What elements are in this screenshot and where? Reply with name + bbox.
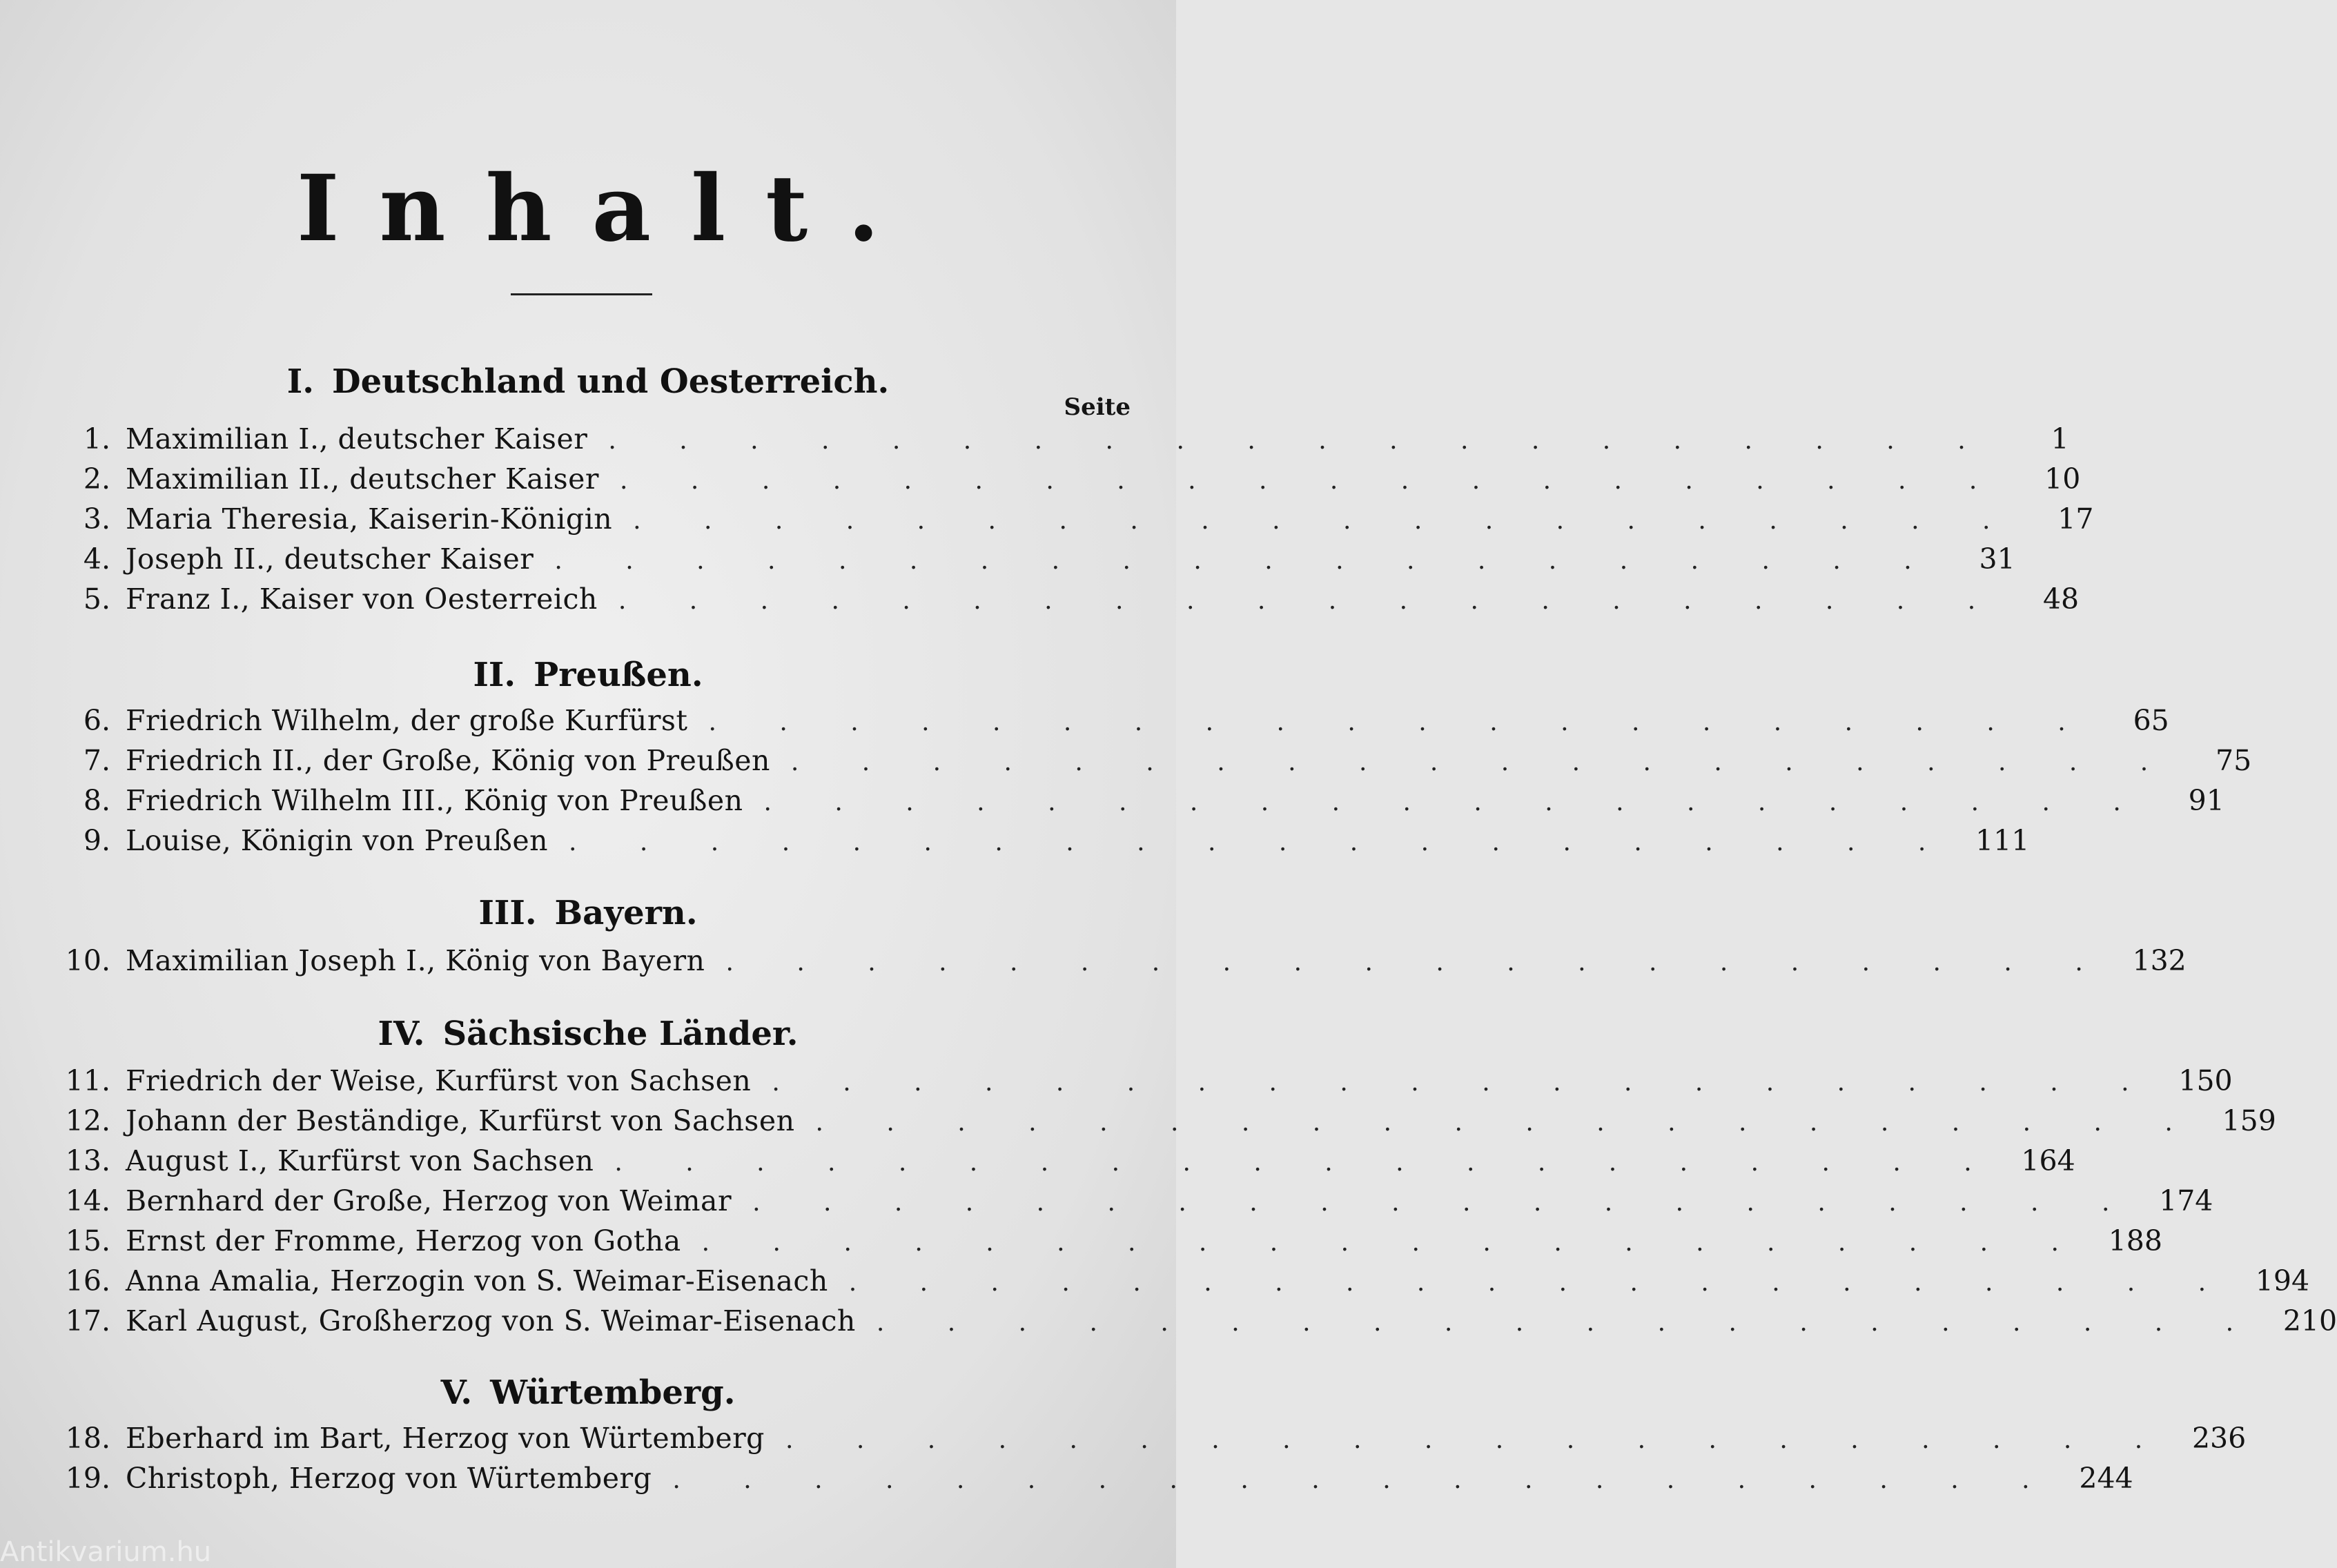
entry-number: 7. bbox=[83, 744, 110, 777]
dot-leader: . . . . . . . . . . . . . . . . . . . . bbox=[725, 948, 2111, 977]
dot-leader: . . . . . . . . . . . . . . . . . . . . bbox=[815, 1108, 2200, 1137]
dot-leader: . . . . . . . . . . . . . . . . . . . . bbox=[708, 708, 2093, 736]
dot-leader: . . . . . . . . . . . . . . . . . . . . bbox=[569, 828, 1954, 856]
toc-entry[interactable] bbox=[41, 1422, 2247, 1462]
entry-number: 1. bbox=[83, 422, 110, 455]
entry-number: 11. bbox=[65, 1064, 110, 1097]
entry-page: 1 bbox=[2051, 422, 2069, 455]
entry-page: 244 bbox=[2079, 1462, 2133, 1495]
section-name: Sächsische Länder. bbox=[442, 1015, 799, 1053]
toc-entry[interactable] bbox=[41, 502, 2094, 542]
dot-leader: . . . . . . . . . . . . . . . . . . . . bbox=[785, 1426, 2171, 1454]
toc-entry[interactable] bbox=[41, 1264, 2310, 1304]
dot-leader: . . . . . . . . . . . . . . . . . . . . bbox=[763, 788, 2149, 816]
toc-entry[interactable] bbox=[41, 1462, 2133, 1502]
entry-title: Friedrich der Weise, Kurfürst von Sachsen bbox=[126, 1064, 752, 1097]
dot-leader: . . . . . . . . . . . . . . . . . . . . bbox=[554, 547, 1939, 575]
entry-number: 13. bbox=[65, 1144, 110, 1177]
entry-title: Louise, Königin von Preußen bbox=[126, 824, 549, 857]
section-heading bbox=[0, 894, 1176, 932]
entry-title: Franz I., Kaiser von Oesterreich bbox=[126, 582, 598, 616]
dot-leader: . . . . . . . . . . . . . . . . . . . . bbox=[620, 467, 2005, 495]
entry-title: Ernst der Fromme, Herzog von Gotha bbox=[126, 1224, 681, 1257]
toc-entry[interactable] bbox=[41, 1064, 2233, 1104]
toc-entry[interactable] bbox=[41, 1104, 2276, 1144]
entry-number: 19. bbox=[65, 1462, 110, 1495]
entry-number: 17. bbox=[65, 1304, 110, 1337]
entry-title: Maria Theresia, Kaiserin-Königin bbox=[126, 502, 613, 536]
section-name: Würtemberg. bbox=[490, 1373, 736, 1412]
entry-page: 17 bbox=[2057, 502, 2094, 536]
entry-title: Joseph II., deutscher Kaiser bbox=[126, 542, 534, 576]
entry-page: 194 bbox=[2255, 1264, 2310, 1297]
entry-title: Anna Amalia, Herzogin von S. Weimar-Eisenach bbox=[126, 1264, 828, 1297]
toc-entry[interactable] bbox=[41, 1224, 2162, 1264]
toc-entry[interactable] bbox=[41, 784, 2224, 824]
entry-page: 48 bbox=[2042, 582, 2080, 616]
entry-page: 10 bbox=[2044, 462, 2081, 496]
toc-entry[interactable] bbox=[41, 542, 2015, 582]
section-heading bbox=[0, 362, 1176, 401]
toc-entry[interactable] bbox=[41, 1144, 2075, 1184]
entry-title: Christoph, Herzog von Würtemberg bbox=[126, 1462, 652, 1495]
entry-title: Karl August, Großherzog von S. Weimar-Eisenach bbox=[126, 1304, 856, 1337]
entry-number: 8. bbox=[83, 784, 110, 817]
section-heading bbox=[0, 1015, 1176, 1053]
entry-page: 75 bbox=[2216, 744, 2252, 777]
toc-entry[interactable] bbox=[41, 422, 2069, 462]
toc-entry[interactable] bbox=[41, 1184, 2213, 1224]
entry-page: 174 bbox=[2159, 1184, 2213, 1217]
page-column-label: Seite bbox=[1064, 393, 1131, 421]
toc-entry[interactable] bbox=[41, 462, 2081, 502]
entry-number: 18. bbox=[65, 1422, 110, 1455]
dot-leader: . . . . . . . . . . . . . . . . . . . . bbox=[876, 1309, 2262, 1337]
entry-title: August I., Kurfürst von Sachsen bbox=[126, 1144, 594, 1177]
dot-leader: . . . . . . . . . . . . . . . . . . . . bbox=[618, 587, 2004, 615]
entry-page: 159 bbox=[2222, 1104, 2276, 1137]
toc-entry[interactable] bbox=[41, 704, 2169, 744]
section-heading bbox=[0, 1373, 1176, 1412]
dot-leader: . . . . . . . . . . . . . . . . . . . . bbox=[772, 1068, 2157, 1097]
entry-page: 188 bbox=[2108, 1224, 2162, 1257]
dot-leader: . . . . . . . . . . . . . . . . . . . . bbox=[848, 1268, 2234, 1297]
entry-title: Maximilian II., deutscher Kaiser bbox=[126, 462, 600, 496]
entry-number: 9. bbox=[83, 824, 110, 857]
watermark: Antikvarium.hu bbox=[0, 1536, 212, 1568]
dot-leader: . . . . . . . . . . . . . . . . . . . . bbox=[701, 1228, 2086, 1257]
section-numeral: V. bbox=[440, 1373, 473, 1412]
entry-number: 14. bbox=[65, 1184, 110, 1217]
section-numeral: I. bbox=[286, 362, 314, 401]
toc-entry[interactable] bbox=[41, 744, 2252, 784]
entry-number: 10. bbox=[65, 944, 110, 977]
entry-number: 3. bbox=[83, 502, 110, 536]
entry-number: 12. bbox=[65, 1104, 110, 1137]
entry-page: 236 bbox=[2191, 1422, 2247, 1455]
section-name: Deutschland und Oesterreich. bbox=[331, 362, 890, 401]
section-numeral: II. bbox=[473, 656, 516, 694]
entry-title: Eberhard im Bart, Herzog von Würtemberg bbox=[126, 1422, 765, 1455]
toc-entry[interactable] bbox=[41, 582, 2080, 623]
entry-page: 210 bbox=[2282, 1304, 2337, 1337]
entry-number: 4. bbox=[83, 542, 110, 576]
section-name: Preußen. bbox=[534, 656, 703, 694]
entry-title: Friedrich II., der Große, König von Preußen bbox=[126, 744, 770, 777]
section-heading bbox=[0, 656, 1176, 694]
entry-number: 2. bbox=[83, 462, 110, 496]
entry-title: Johann der Beständige, Kurfürst von Sachsen bbox=[126, 1104, 795, 1137]
toc-entry[interactable] bbox=[41, 944, 2187, 984]
dot-leader: . . . . . . . . . . . . . . . . . . . . bbox=[790, 748, 2176, 776]
entry-title: Maximilian I., deutscher Kaiser bbox=[126, 422, 588, 455]
entry-page: 31 bbox=[1979, 542, 2015, 576]
dot-leader: . . . . . . . . . . . . . . . . . . . . bbox=[752, 1188, 2138, 1217]
section-numeral: IV. bbox=[378, 1015, 425, 1053]
entry-number: 16. bbox=[65, 1264, 110, 1297]
dot-leader: . . . . . . . . . . . . . . . . . . . . bbox=[614, 1148, 1999, 1177]
section-numeral: III. bbox=[478, 894, 537, 932]
entry-title: Bernhard der Große, Herzog von Weimar bbox=[126, 1184, 732, 1217]
entry-page: 91 bbox=[2188, 784, 2224, 817]
dot-leader: . . . . . . . . . . . . . . . . . . . . bbox=[608, 427, 1993, 455]
page-title: Inhalt. bbox=[296, 155, 920, 262]
toc-entry[interactable] bbox=[41, 1304, 2337, 1344]
section-name: Bayern. bbox=[554, 894, 698, 932]
entry-page: 111 bbox=[1975, 824, 2030, 857]
dot-leader: . . . . . . . . . . . . . . . . . . . . bbox=[633, 507, 2018, 535]
entry-page: 65 bbox=[2133, 704, 2169, 737]
dot-leader: . . . . . . . . . . . . . . . . . . . . bbox=[672, 1466, 2057, 1494]
entry-title: Friedrich Wilhelm, der große Kurfürst bbox=[126, 704, 688, 737]
title-rule bbox=[511, 293, 652, 295]
entry-page: 132 bbox=[2132, 944, 2187, 977]
entry-page: 164 bbox=[2021, 1144, 2075, 1177]
entry-title: Friedrich Wilhelm III., König von Preußen bbox=[126, 784, 743, 817]
entry-number: 6. bbox=[83, 704, 110, 737]
entry-number: 5. bbox=[83, 582, 110, 616]
entry-title: Maximilian Joseph I., König von Bayern bbox=[126, 944, 705, 977]
entry-number: 15. bbox=[65, 1224, 110, 1257]
entry-page: 150 bbox=[2178, 1064, 2233, 1097]
toc-entry[interactable] bbox=[41, 824, 2030, 864]
